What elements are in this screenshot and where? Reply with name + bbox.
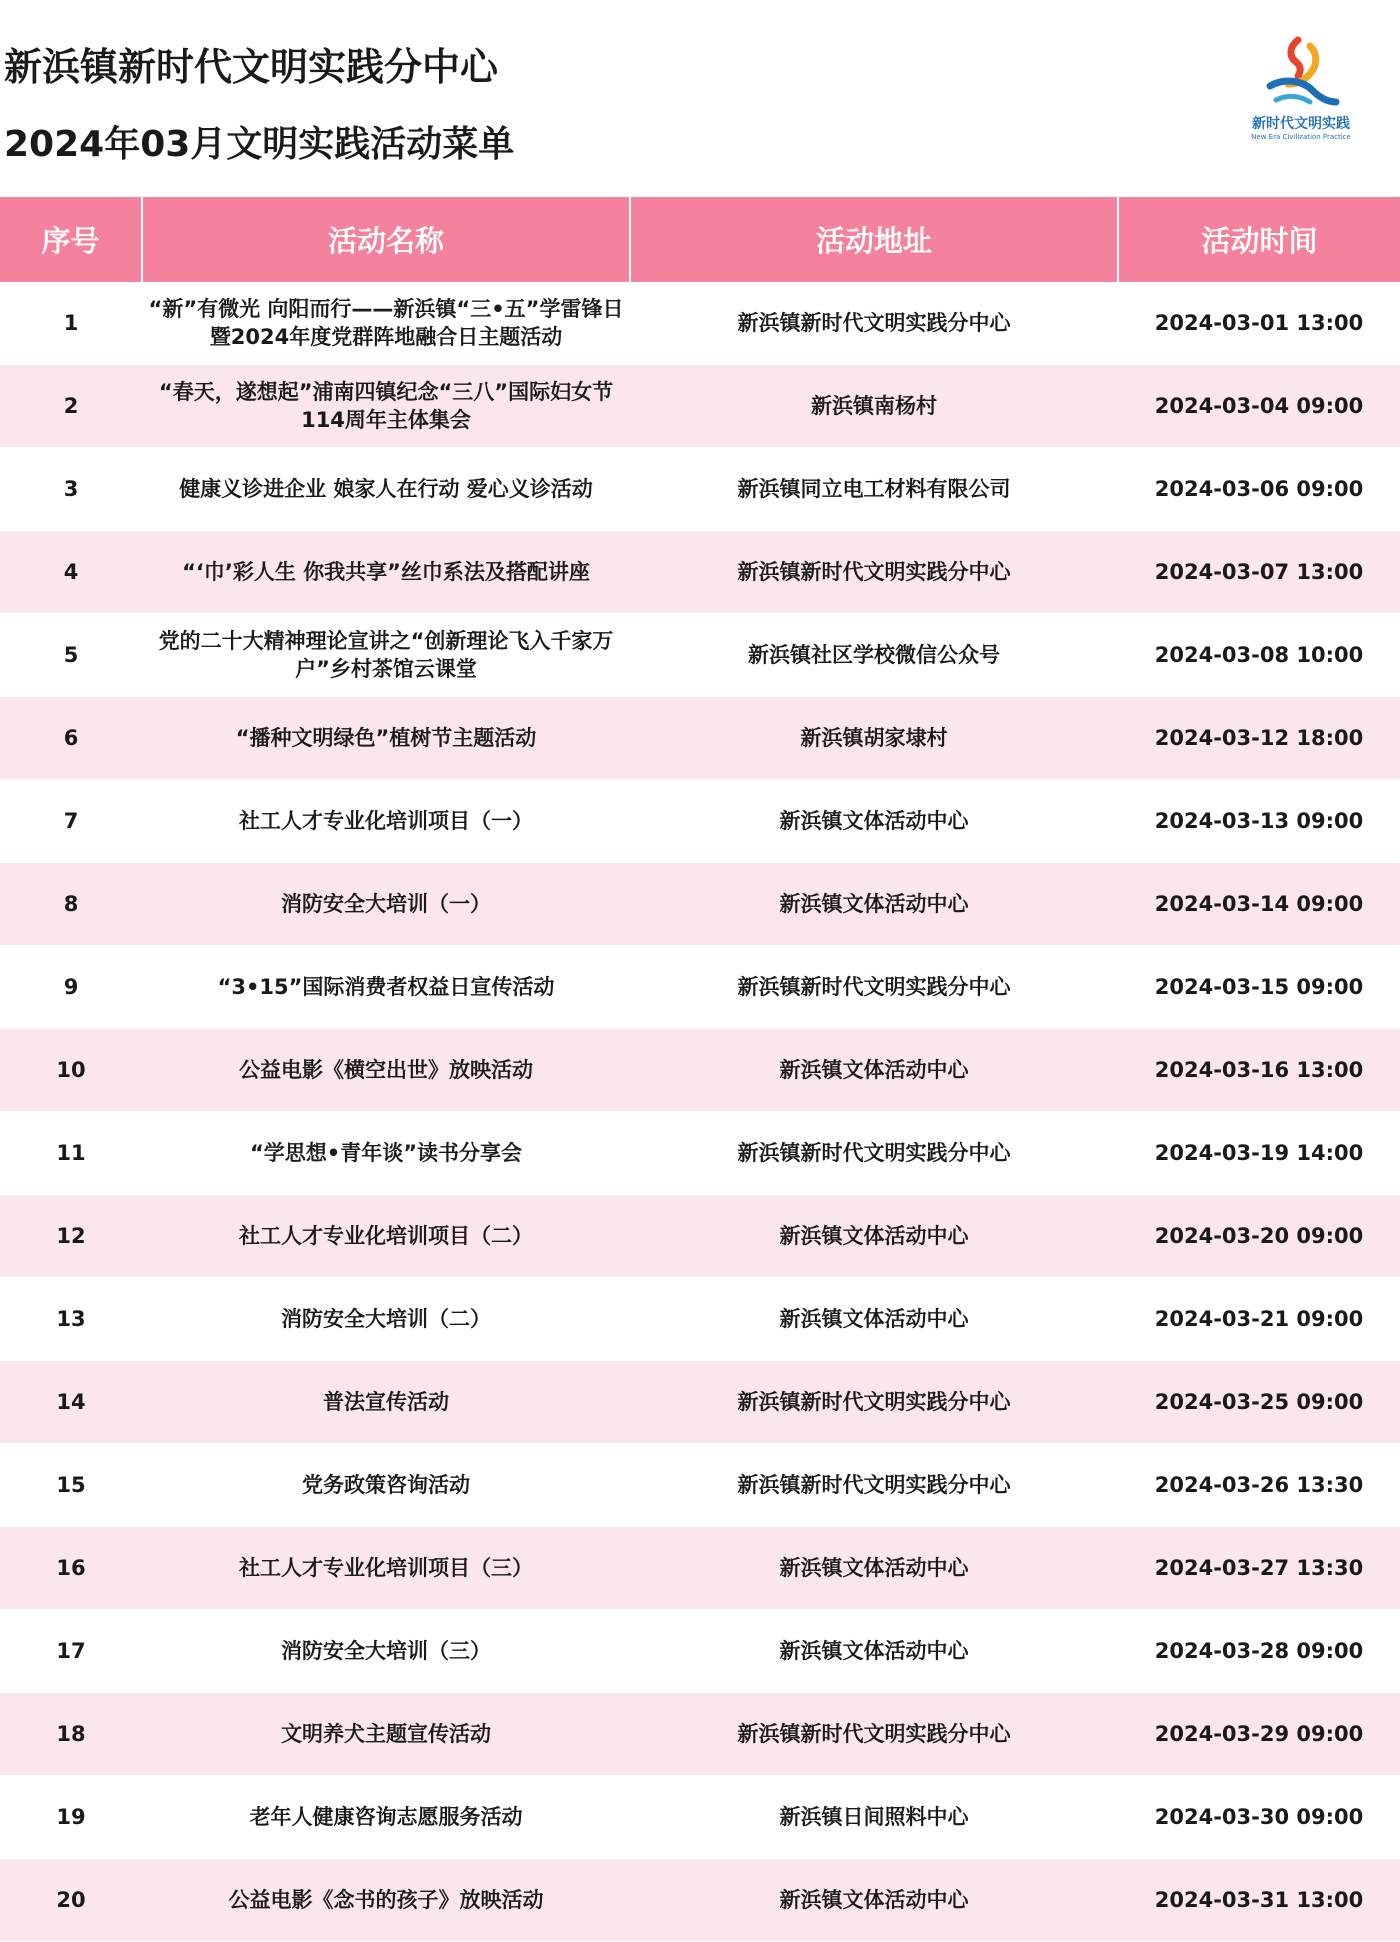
cell-name: “新”有微光 向阳而行——新浜镇“三•五”学雷锋日暨2024年度党群阵地融合日主题活动 [142,282,630,365]
cell-no: 18 [0,1693,142,1776]
cell-time: 2024-03-25 09:00 [1118,1361,1400,1444]
table-row [0,1859,1400,1942]
column-header-no: 序号 [0,197,142,282]
cell-place: 新浜镇文体活动中心 [630,1527,1118,1610]
cell-time: 2024-03-14 09:00 [1118,863,1400,946]
activity-menu-table [0,197,1400,1942]
cell-place: 新浜镇南杨村 [630,365,1118,448]
cell-time: 2024-03-15 09:00 [1118,946,1400,1029]
cell-time: 2024-03-19 14:00 [1118,1112,1400,1195]
cell-no: 4 [0,531,142,614]
cell-place: 新浜镇文体活动中心 [630,780,1118,863]
cell-no: 6 [0,697,142,780]
table-row [0,780,1400,863]
table-row [0,1029,1400,1112]
cell-time: 2024-03-06 09:00 [1118,448,1400,531]
cell-name: 普法宣传活动 [142,1361,630,1444]
cell-no: 9 [0,946,142,1029]
cell-time: 2024-03-21 09:00 [1118,1278,1400,1361]
cell-no: 10 [0,1029,142,1112]
cell-no: 19 [0,1776,142,1859]
table-row [0,531,1400,614]
cell-no: 2 [0,365,142,448]
table-row [0,1361,1400,1444]
table-header-row [0,197,1400,282]
cell-place: 新浜镇新时代文明实践分中心 [630,1693,1118,1776]
cell-no: 17 [0,1610,142,1693]
table-row [0,863,1400,946]
cell-place: 新浜镇新时代文明实践分中心 [630,1112,1118,1195]
cell-name: 消防安全大培训（二） [142,1278,630,1361]
table-body [0,282,1400,1942]
cell-no: 13 [0,1278,142,1361]
cell-time: 2024-03-29 09:00 [1118,1693,1400,1776]
cell-place: 新浜镇文体活动中心 [630,863,1118,946]
cell-name: 社工人才专业化培训项目（三） [142,1527,630,1610]
cell-no: 7 [0,780,142,863]
cell-time: 2024-03-27 13:30 [1118,1527,1400,1610]
table-row [0,946,1400,1029]
cell-name: 消防安全大培训（一） [142,863,630,946]
cell-time: 2024-03-16 13:00 [1118,1029,1400,1112]
cell-place: 新浜镇文体活动中心 [630,1278,1118,1361]
cell-name: 社工人才专业化培训项目（二） [142,1195,630,1278]
page-subtitle: 2024年03月文明实践活动菜单 [4,124,515,165]
cell-name: 文明养犬主题宣传活动 [142,1693,630,1776]
cell-name: 消防安全大培训（三） [142,1610,630,1693]
cell-no: 8 [0,863,142,946]
cell-place: 新浜镇新时代文明实践分中心 [630,946,1118,1029]
table-row [0,1278,1400,1361]
cell-time: 2024-03-12 18:00 [1118,697,1400,780]
cell-no: 5 [0,614,142,697]
cell-place: 新浜镇日间照料中心 [630,1776,1118,1859]
cell-time: 2024-03-26 13:30 [1118,1444,1400,1527]
cell-no: 12 [0,1195,142,1278]
cell-place: 新浜镇新时代文明实践分中心 [630,1361,1118,1444]
cell-name: 社工人才专业化培训项目（一） [142,780,630,863]
cell-place: 新浜镇新时代文明实践分中心 [630,282,1118,365]
page-title: 新浜镇新时代文明实践分中心 [4,45,499,89]
cell-place: 新浜镇文体活动中心 [630,1029,1118,1112]
cell-place: 新浜镇文体活动中心 [630,1610,1118,1693]
cell-time: 2024-03-13 09:00 [1118,780,1400,863]
cell-time: 2024-03-04 09:00 [1118,365,1400,448]
cell-place: 新浜镇同立电工材料有限公司 [630,448,1118,531]
cell-no: 1 [0,282,142,365]
cell-name: “学思想•青年谈”读书分享会 [142,1112,630,1195]
cell-no: 16 [0,1527,142,1610]
cell-no: 11 [0,1112,142,1195]
cell-name: 老年人健康咨询志愿服务活动 [142,1776,630,1859]
logo-mark-icon [1262,36,1340,112]
logo-en-text: New Era Civilization Practice [1251,133,1351,141]
table-row [0,614,1400,697]
table-row [0,1195,1400,1278]
table-row [0,1610,1400,1693]
cell-time: 2024-03-30 09:00 [1118,1776,1400,1859]
civilization-practice-logo [1236,30,1366,150]
logo-cn-text: 新时代文明实践 [1252,116,1350,132]
table-row [0,1444,1400,1527]
page-header [0,0,1400,195]
cell-name: 公益电影《横空出世》放映活动 [142,1029,630,1112]
cell-place: 新浜镇胡家埭村 [630,697,1118,780]
table-row [0,1527,1400,1610]
column-header-name: 活动名称 [142,197,630,282]
column-header-place: 活动地址 [630,197,1118,282]
cell-no: 15 [0,1444,142,1527]
cell-no: 14 [0,1361,142,1444]
cell-place: 新浜镇社区学校微信公众号 [630,614,1118,697]
cell-name: 党的二十大精神理论宣讲之“创新理论飞入千家万户”乡村茶馆云课堂 [142,614,630,697]
cell-time: 2024-03-28 09:00 [1118,1610,1400,1693]
cell-time: 2024-03-01 13:00 [1118,282,1400,365]
cell-name: “3•15”国际消费者权益日宣传活动 [142,946,630,1029]
cell-place: 新浜镇文体活动中心 [630,1859,1118,1942]
cell-place: 新浜镇新时代文明实践分中心 [630,1444,1118,1527]
table-row [0,1693,1400,1776]
cell-name: 公益电影《念书的孩子》放映活动 [142,1859,630,1942]
cell-place: 新浜镇新时代文明实践分中心 [630,531,1118,614]
cell-name: “播种文明绿色”植树节主题活动 [142,697,630,780]
cell-name: “春天，遂想起”浦南四镇纪念“三八”国际妇女节114周年主体集会 [142,365,630,448]
cell-name: “‘巾’彩人生 你我共享”丝巾系法及搭配讲座 [142,531,630,614]
cell-no: 3 [0,448,142,531]
table-row [0,282,1400,365]
cell-place: 新浜镇文体活动中心 [630,1195,1118,1278]
table-row [0,365,1400,448]
cell-name: 健康义诊进企业 娘家人在行动 爱心义诊活动 [142,448,630,531]
table-row [0,448,1400,531]
cell-no: 20 [0,1859,142,1942]
cell-time: 2024-03-20 09:00 [1118,1195,1400,1278]
cell-time: 2024-03-07 13:00 [1118,531,1400,614]
table-row [0,1776,1400,1859]
cell-time: 2024-03-08 10:00 [1118,614,1400,697]
cell-time: 2024-03-31 13:00 [1118,1859,1400,1942]
column-header-time: 活动时间 [1118,197,1400,282]
table-row [0,697,1400,780]
cell-name: 党务政策咨询活动 [142,1444,630,1527]
table-row [0,1112,1400,1195]
